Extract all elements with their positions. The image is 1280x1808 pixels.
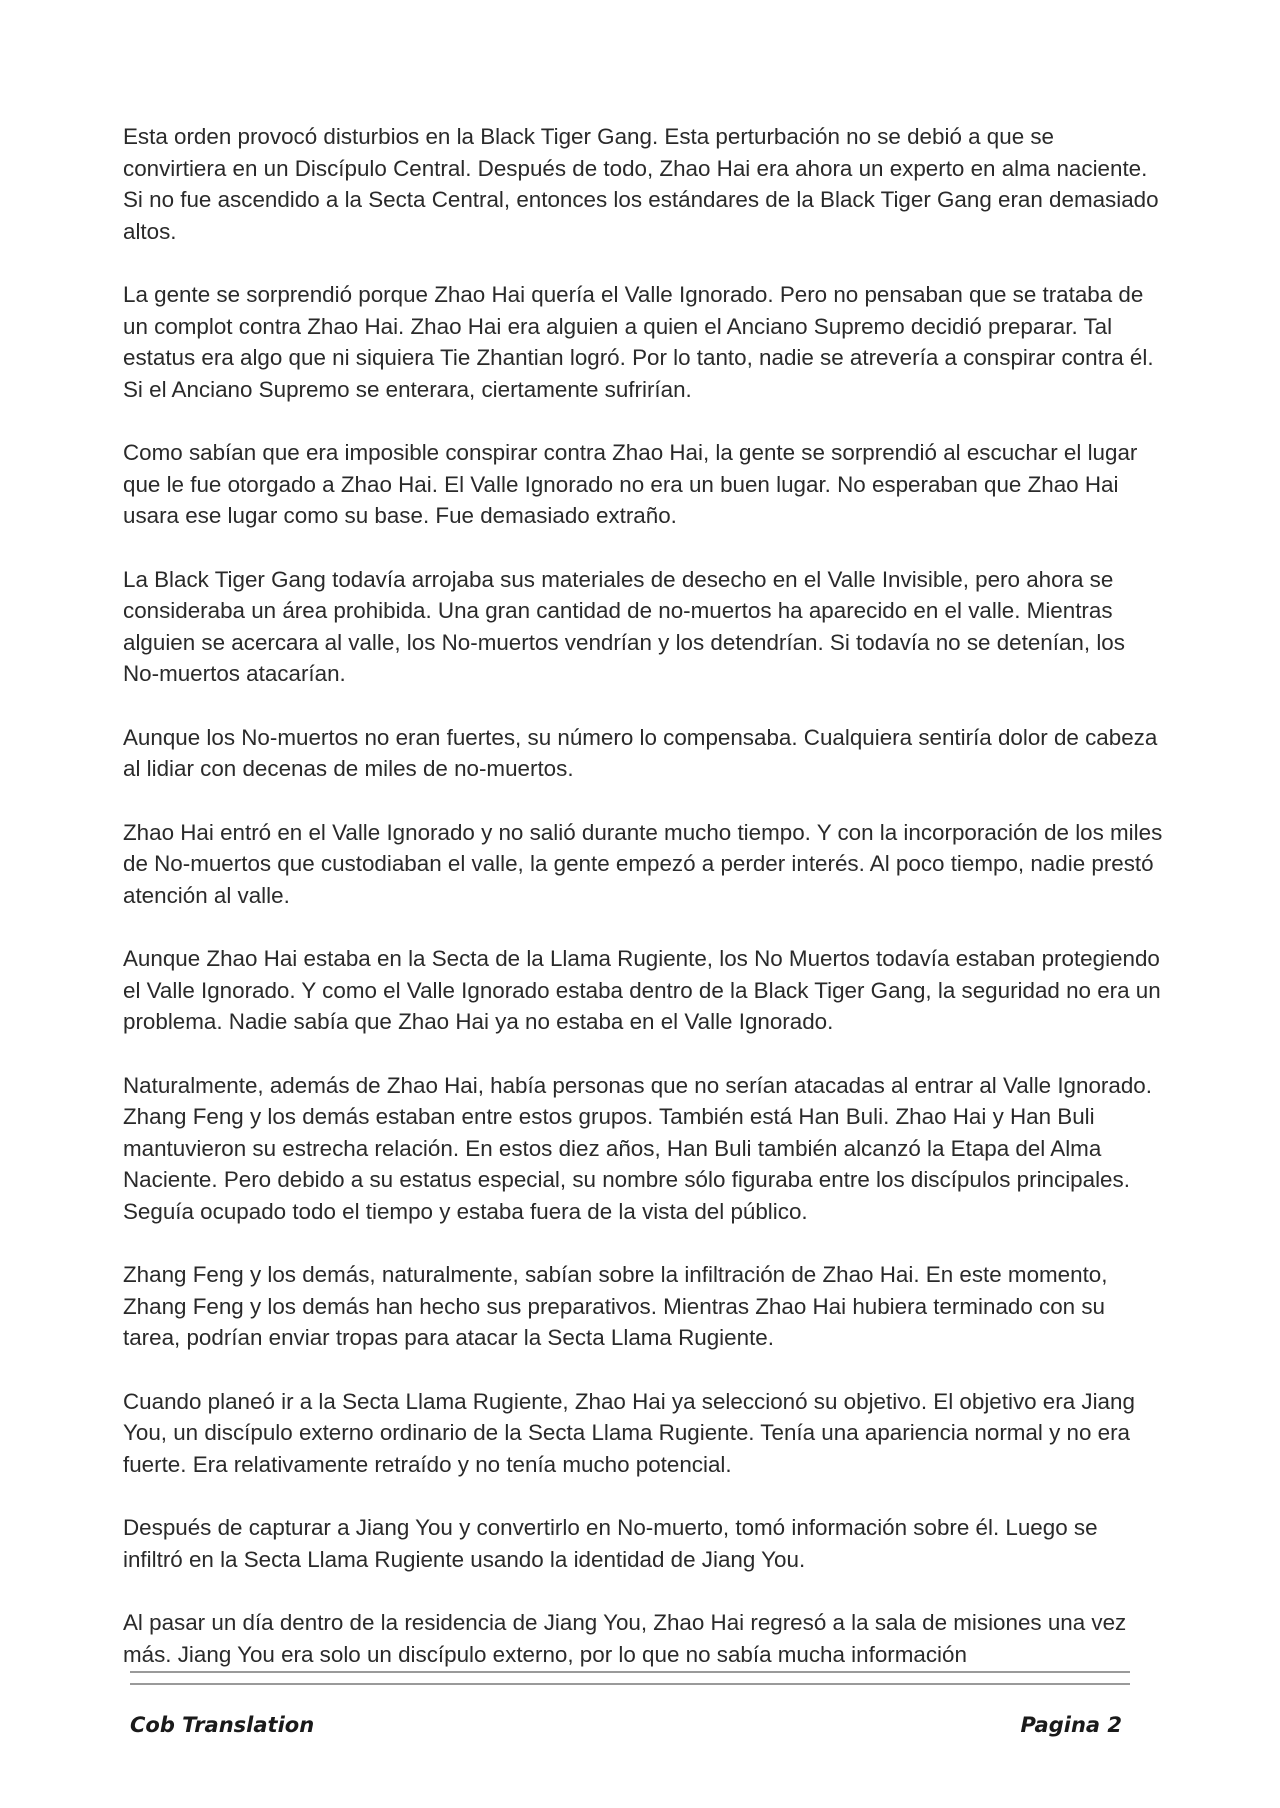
paragraph: Aunque los No-muertos no eran fuertes, su número lo compensaba. Cualquiera sentiría dolor de cabeza al lidiar con decenas de miles de no-muertos. [123, 724, 1158, 781]
footer-divider [130, 1683, 1130, 1685]
paragraph: Cuando planeó ir a la Secta Llama Rugiente, Zhao Hai ya seleccionó su objetivo. El objetivo era Jiang You, un discípulo externo ordinario de la Secta Llama Rugiente. Tenía una apariencia normal y no era fuerte. Era relativamente retraído y no tenía mucho potencial. [123, 1388, 1135, 1477]
paragraph: La gente se sorprendió porque Zhao Hai quería el Valle Ignorado. Pero no pensaban que se trataba de un complot contra Zhao Hai. Zhao Hai era alguien a quien el Anciano Supremo decidió preparar. Tal estatus era algo que ni siquiera Tie Zhantian logró. Por lo tanto, nadie se atrevería a conspirar contra él. Si el Anciano Supremo se enterara, ciertamente sufrirían. [123, 282, 1154, 402]
paragraph: Zhang Feng y los demás, naturalmente, sabían sobre la infiltración de Zhao Hai. En este momento, Zhang Feng y los demás han hecho sus preparativos. Mientras Zhao Hai hubiera terminado con su tarea, podrían enviar tropas para atacar la Secta Llama Rugiente. [123, 1262, 1108, 1350]
paragraph: Esta orden provocó disturbios en la Black Tiger Gang. Esta perturbación no se debió a que se convirtiera en un Discípulo Central. Después de todo, Zhao Hai era ahora un experto en alma naciente. Si no fue ascendido a la Secta Central, entonces los estándares de la Black Tiger Gang eran demasiado altos. [123, 124, 1159, 244]
paragraph: Como sabían que era imposible conspirar contra Zhao Hai, la gente se sorprendió al escuchar el lugar que le fue otorgado a Zhao Hai. El Valle Ignorado no era un buen lugar. No esperaban que Zhao Hai usara ese lugar como su base. Fue demasiado extraño. [123, 440, 1138, 528]
paragraph: Zhao Hai entró en el Valle Ignorado y no salió durante mucho tiempo. Y con la incorporación de los miles de No-muertos que custodiaban el valle, la gente empezó a perder interés. Al poco tiempo, nadie prestó atención al valle. [123, 819, 1163, 908]
paragraph: Después de capturar a Jiang You y convertirlo en No-muerto, tomó información sobre él. Luego se infiltró en la Secta Llama Rugiente usando la identidad de Jiang You. [123, 1515, 1098, 1572]
footer-page-number: Pagina 2 [1020, 1713, 1122, 1737]
footer-divider [130, 1671, 1130, 1673]
footer-translator-credit: Cob Translation [130, 1713, 315, 1737]
paragraph: Aunque Zhao Hai estaba en la Secta de la Llama Rugiente, los No Muertos todavía estaban protegiendo el Valle Ignorado. Y como el Valle Ignorado estaba dentro de la Black Tiger Gang, la seguridad no era un problema. Nadie sabía que Zhao Hai ya no estaba en el Valle Ignorado. [123, 946, 1161, 1034]
body-text [123, 121, 1163, 1702]
paragraph: Naturalmente, además de Zhao Hai, había personas que no serían atacadas al entrar al Valle Ignorado. Zhang Feng y los demás estaban entre estos grupos. También está Han Buli. Zhao Hai y Han Buli mantuvieron su estrecha relación. En estos diez años, Han Buli también alcanzó la Etapa del Alma Naciente. Pero debido a su estatus especial, su nombre sólo figuraba entre los discípulos principales. Seguía ocupado todo el tiempo y estaba fuera de la vista del público. [123, 1072, 1152, 1224]
paragraph: Al pasar un día dentro de la residencia de Jiang You, Zhao Hai regresó a la sala de misiones una vez más. Jiang You era solo un discípulo externo, por lo que no sabía mucha información [123, 1610, 1127, 1667]
paragraph: La Black Tiger Gang todavía arrojaba sus materiales de desecho en el Valle Invisible, pero ahora se consideraba un área prohibida. Una gran cantidad de no-muertos ha aparecido en el valle. Mientras alguien se acercara al valle, los No-muertos vendrían y los detendrían. Si todavía no se detenían, los No-muertos atacarían. [123, 566, 1125, 686]
